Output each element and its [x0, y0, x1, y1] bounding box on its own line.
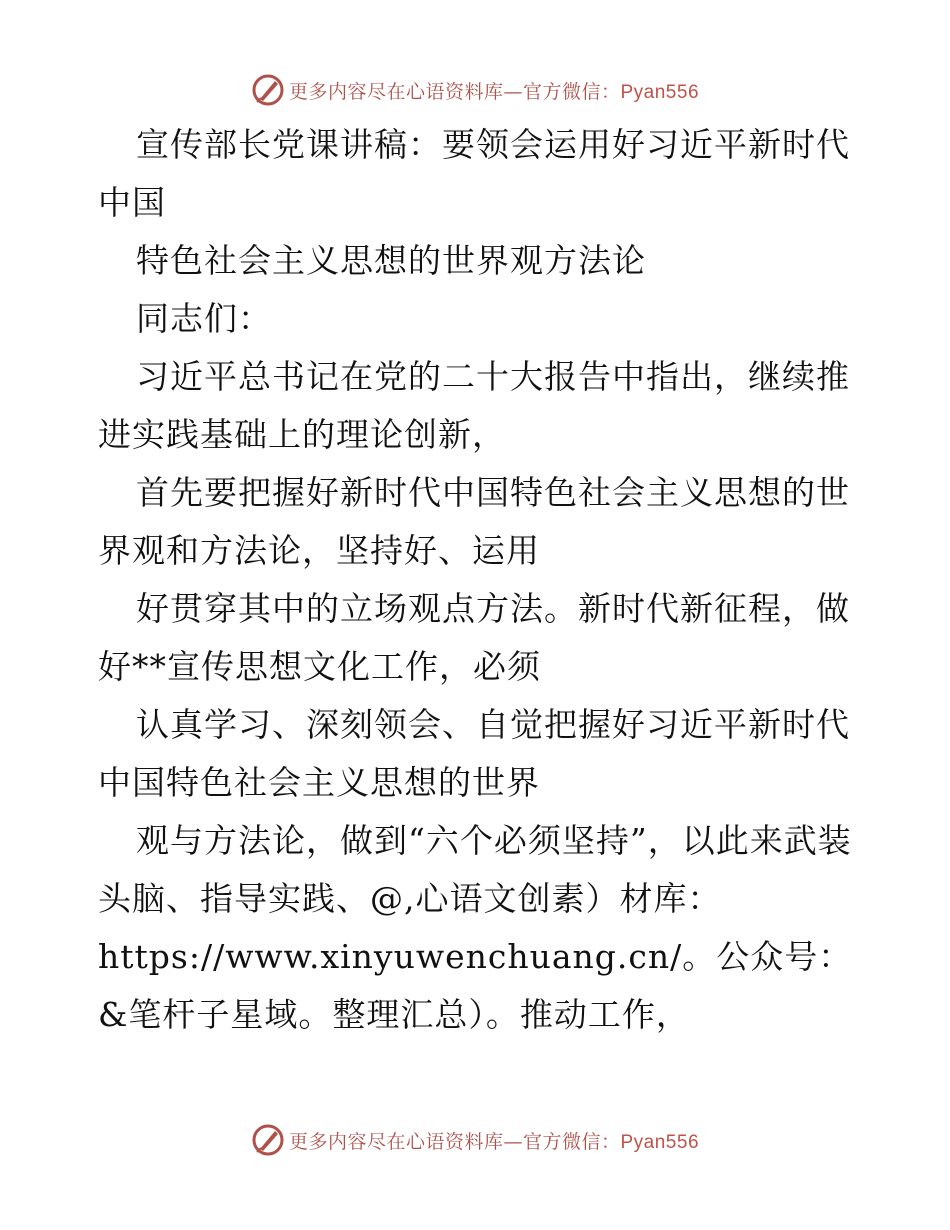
doc-title-line-2: 特色社会主义思想的世界观方法论 — [136, 241, 646, 280]
document-body — [98, 116, 853, 1044]
paragraph: 好贯穿其中的立场观点方法。新时代新征程，做好**宣传思想文化工作，必须 — [98, 589, 850, 686]
paragraph: 观与方法论，做到“六个必须坚持”，以此来武装头脑、指导实践、@,心语文创素）材库： — [98, 821, 852, 918]
header-banner — [0, 70, 950, 110]
paragraph: 习近平总书记在党的二十大报告中指出，继续推进实践基础上的理论创新， — [98, 357, 850, 454]
header-banner-text: 更多内容尽在心语资料库—官方微信：Pyan556 — [288, 80, 700, 103]
paragraph: 首先要把握好新时代中国特色社会主义思想的世界观和方法论，坚持好、运用 — [98, 473, 850, 570]
footer-banner-text: 更多内容尽在心语资料库—官方微信：Pyan556 — [288, 1130, 700, 1153]
paragraph: https://www.xinyuwenchuang.cn/。公众号：&笔杆子星域。整理汇总）。推动工作， — [98, 937, 853, 1034]
paragraph: 认真学习、深刻领会、自觉把握好习近平新时代中国特色社会主义思想的世界 — [98, 705, 850, 802]
doc-title-line-1: 宣传部长党课讲稿：要领会运用好习近平新时代中国 — [98, 125, 850, 222]
quill-logo-icon — [251, 73, 285, 107]
footer-banner — [0, 1120, 950, 1160]
salutation: 同志们： — [136, 299, 272, 338]
quill-logo-icon — [251, 1123, 285, 1157]
footer-banner-brand: Pyan556 — [620, 1131, 700, 1153]
header-banner-brand: Pyan556 — [620, 81, 700, 103]
